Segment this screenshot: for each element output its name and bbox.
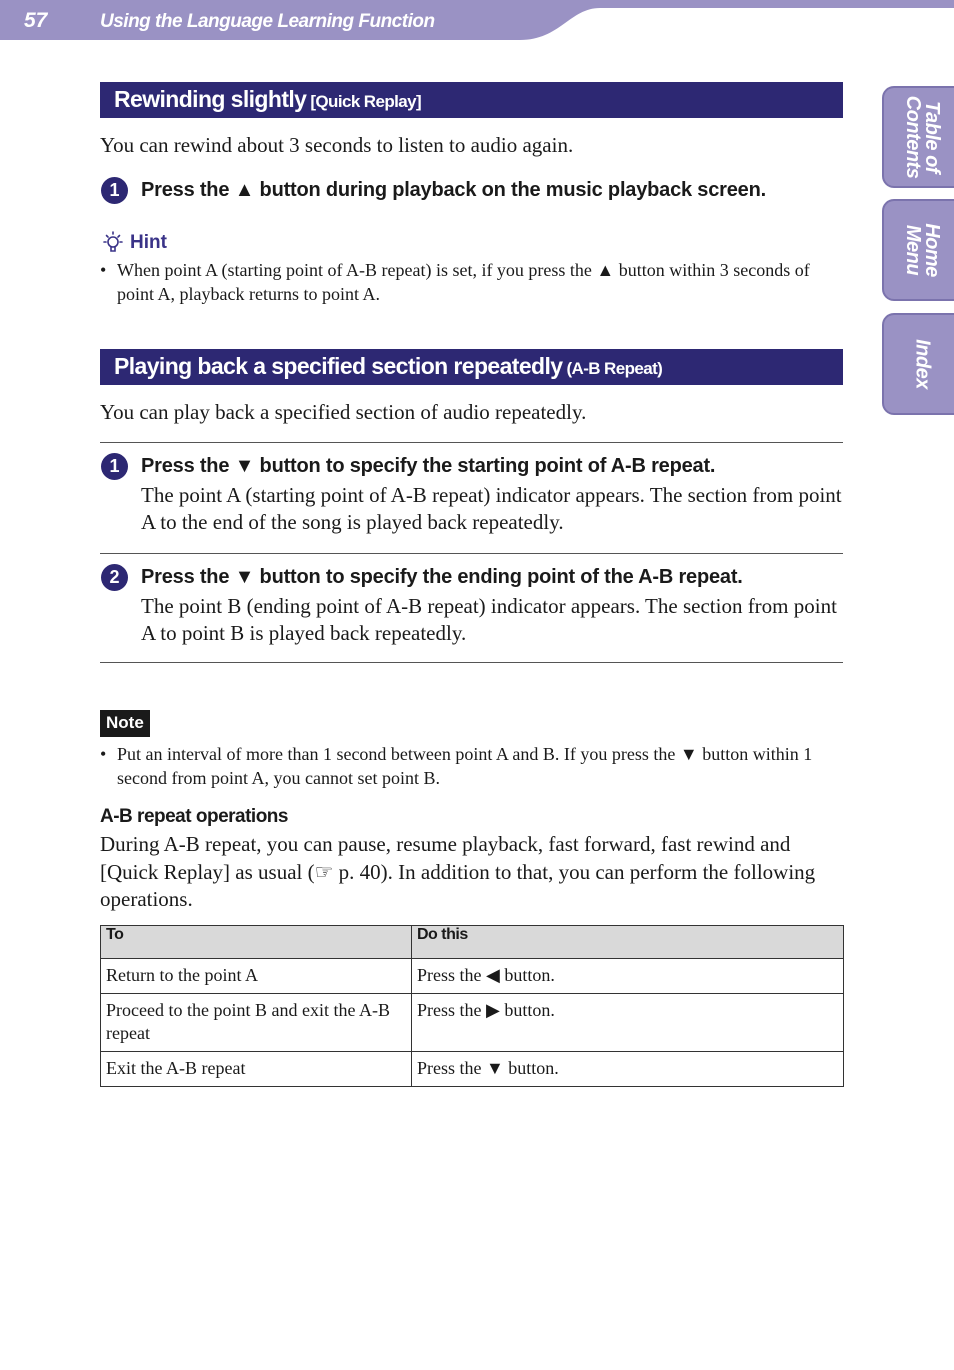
note-bullet: • Put an interval of more than 1 second between point A and B. If you press the ▼ button within 1 second from point A, you cannot set point B. xyxy=(100,744,813,788)
table-cell: Proceed to the point B and exit the A-B repeat xyxy=(101,993,412,1051)
note-text: Put an interval of more than 1 second between point A and B. If you press the ▼ button within 1 second from point A, you cannot set point B. xyxy=(117,744,813,788)
step-item xyxy=(100,554,843,662)
ops-paragraph: During A-B repeat, you can pause, resume playback, fast forward, fast rewind and [Quick Replay] as usual (☞ p. 40). In addition to that, you can perform the following operations. xyxy=(100,832,816,911)
main-content xyxy=(100,82,843,1087)
section-tag: (A-B Repeat) xyxy=(566,359,663,378)
hint-text: When point A (starting point of A-B repeat) is set, if you press the ▲ button within 3 seconds of point A, playback returns to point A. xyxy=(117,260,810,304)
tab-index-label: Index xyxy=(911,339,934,389)
tab-home-menu-label: Home Menu xyxy=(902,223,943,277)
hint-label: Hint xyxy=(130,232,167,253)
table-header-cell: Do this xyxy=(412,925,844,958)
table-cell: Return to the point A xyxy=(101,958,412,993)
tab-home-menu[interactable] xyxy=(882,199,954,301)
table-cell: Exit the A-B repeat xyxy=(101,1051,412,1086)
subsection-heading: A-B repeat operations xyxy=(100,806,288,827)
section-title: Rewinding slightly xyxy=(114,86,307,112)
step-number-badge: 2 xyxy=(101,564,128,591)
step-title: Press the ▼ button to specify the ending point of the A-B repeat. xyxy=(141,566,743,588)
hint-bullet: • When point A (starting point of A-B repeat) is set, if you press the ▲ button within 3 seconds of point A, playback returns to point A. xyxy=(100,260,810,304)
table-cell: Press the ▼ button. xyxy=(412,1051,844,1086)
section-title: Playing back a specified section repeatedly xyxy=(114,353,563,379)
table-cell: Press the ◀ button. xyxy=(412,958,844,993)
note-badge: Note xyxy=(100,710,150,737)
section-intro: You can play back a specified section of audio repeatedly. xyxy=(100,400,587,424)
step-number-badge: 1 xyxy=(101,177,128,204)
operations-table xyxy=(100,925,844,1087)
table-row xyxy=(101,1051,844,1086)
table-header-cell: To xyxy=(101,925,412,958)
lightbulb-icon xyxy=(100,230,126,256)
step-item xyxy=(100,175,843,205)
step-title: Press the ▼ button to specify the starting point of A-B repeat. xyxy=(141,455,716,477)
section-heading-quick-replay xyxy=(100,82,843,118)
section-heading-ab-repeat xyxy=(100,349,843,385)
divider xyxy=(100,662,843,663)
table-row xyxy=(101,958,844,993)
header-title: Using the Language Learning Function xyxy=(100,11,435,32)
tab-index[interactable] xyxy=(882,313,954,415)
step-item xyxy=(100,443,843,553)
page-header xyxy=(0,0,954,40)
step-body: The point A (starting point of A-B repeat) indicator appears. The section from point A to the end of the song is played back repeatedly. xyxy=(141,483,842,534)
tab-table-of-contents-label: Table of Contents xyxy=(902,95,943,179)
table-cell: Press the ▶ button. xyxy=(412,993,844,1051)
section-intro: You can rewind about 3 seconds to listen to audio again. xyxy=(100,133,574,157)
section-tag: [Quick Replay] xyxy=(310,92,422,111)
table-header-row xyxy=(101,925,844,958)
step-number-badge: 1 xyxy=(101,453,128,480)
page-number: 57 xyxy=(24,9,48,32)
hint-heading xyxy=(100,230,843,256)
tab-table-of-contents[interactable] xyxy=(882,86,954,188)
step-body: The point B (ending point of A-B repeat) indicator appears. The section from point A to point B is played back repeatedly. xyxy=(141,594,837,645)
step-title: Press the ▲ button during playback on the music playback screen. xyxy=(141,179,766,201)
note-block xyxy=(100,710,843,790)
table-row xyxy=(101,993,844,1051)
